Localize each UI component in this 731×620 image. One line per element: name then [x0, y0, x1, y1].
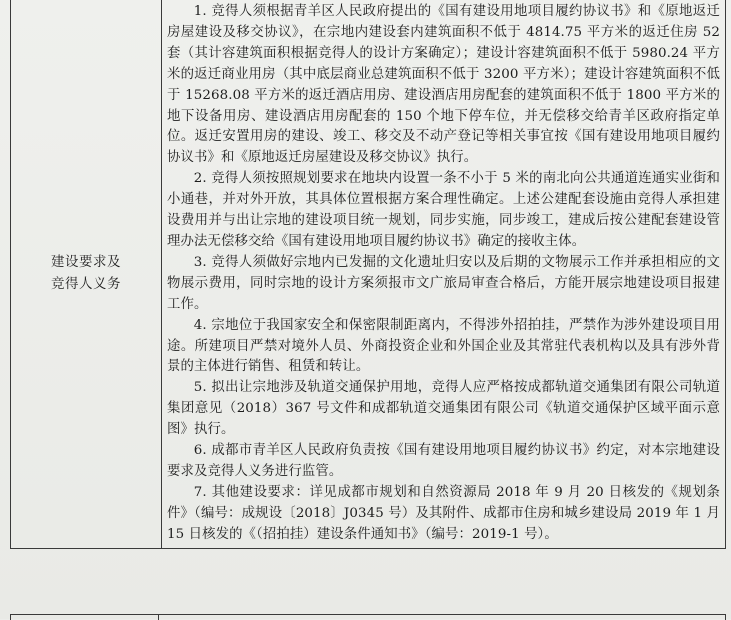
row-content-cell	[162, 0, 726, 548]
land-transfer-table	[10, 0, 726, 549]
requirement-paragraph-1: 1. 竞得人须根据青羊区人民政府提出的《国有建设用地项目履约协议书》和《原地返迁房屋建设及移交协议》，在宗地内建设套内建筑面积不低于 4814.75 平方米的返迁住房 52 套（其计容建筑面积根据竞得人的设计方案确定）；建设计容建筑面积不低于 5980.24 平方米的返迁商业用房（其中底层商业总建筑面积不低于 3200 平方米）；建设计容建筑面积不低于 15268.08 平方米的返迁酒店用房、建设酒店用房配套的建筑面积不低于 1800 平方米的地下设备用房、建设酒店用房配套的 150 个地下停车位，并无偿移交给青羊区政府指定单位。返迁安置用房的建设、竣工、移交及不动产登记等相关事宜按《国有建设用地项目履约协议书》和《原地返迁房屋建设及移交协议》执行。	[167, 4, 720, 166]
row-label-line-1: 建设要求及	[51, 254, 121, 271]
next-row-divider	[158, 614, 159, 620]
table-row	[11, 0, 726, 548]
next-row-left-border	[10, 614, 11, 620]
row-label-line-2: 竞得人义务	[51, 276, 121, 293]
next-row-right-border	[725, 614, 726, 620]
requirement-paragraph-6: 6. 成都市青羊区人民政府负责按《国有建设用地项目履约协议书》约定，对本宗地建设要求及竞得人义务进行监管。	[167, 443, 720, 479]
requirement-paragraph-4: 4. 宗地位于我国家安全和保密限制距离内，不得涉外招拍挂，严禁作为涉外建设项目用途。所建项目严禁对境外人员、外商投资企业和外国企业及其常驻代表机构以及具有涉外背景的主体进行销售、租赁和转让。	[167, 317, 720, 375]
requirement-paragraph-7: 7. 其他建设要求：详见成都市规划和自然资源局 2018 年 9 月 20 日核发的《规划条件》（编号：成规设〔2018〕J0345 号）及其附件、成都市住房和城乡建设局 2019 年 1 月 15 日核发的《（招拍挂）建设条件通知书》（编号：2019-1 号）。	[167, 484, 720, 542]
requirement-paragraph-3: 3. 竞得人须做好宗地内已发掘的文化遗址归安以及后期的文物展示工作并承担相应的文物展示费用，同时宗地的设计方案须报市文广旅局审查合格后，方能开展宗地建设项目报建工作。	[167, 254, 720, 312]
row-label-cell	[11, 0, 162, 548]
requirement-paragraph-5: 5. 拟出让宗地涉及轨道交通保护用地，竞得人应严格按成都轨道交通集团有限公司轨道集团意见（2018）367 号文件和成都轨道交通集团有限公司《轨道交通保护区域平面示意图》执行。	[167, 380, 720, 438]
requirement-paragraph-2: 2. 竞得人须按照规划要求在地块内设置一条不小于 5 米的南北向公共通道连通实业街和小通巷，并对外开放，其具体位置根据方案合理性确定。上述公建配套设施由竞得人承担建设费用并与出让宗地的建设项目统一规划，同步实施，同步竣工，建成后按公建配套建设管理办法无偿移交给《国有建设用地项目履约协议书》确定的接收主体。	[167, 171, 720, 249]
next-row-top-border	[10, 614, 726, 620]
